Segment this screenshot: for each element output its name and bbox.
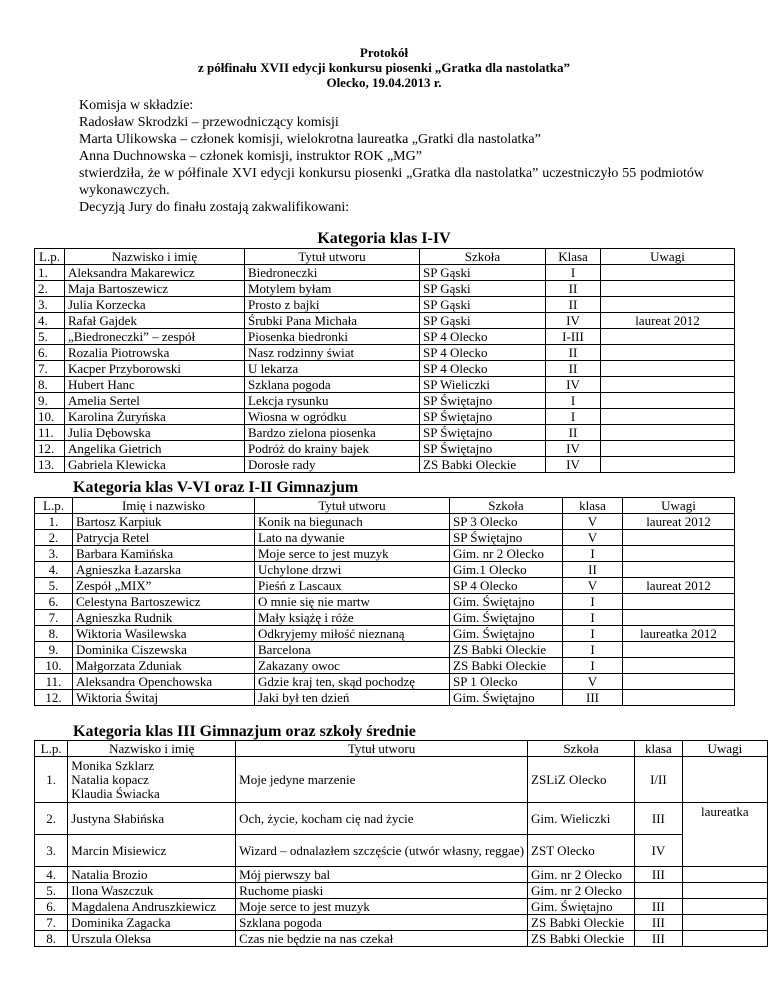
table-row bbox=[35, 345, 735, 361]
table-row bbox=[35, 514, 735, 530]
school-cell: SP Świętajno bbox=[420, 441, 546, 457]
name-cell: Rafał Gajdek bbox=[65, 313, 245, 329]
title-cell: Śrubki Pana Michała bbox=[245, 313, 420, 329]
table-row bbox=[35, 441, 735, 457]
table-row bbox=[35, 313, 735, 329]
title-cell: Biedroneczki bbox=[245, 265, 420, 281]
school-cell: SP Świętajno bbox=[420, 409, 546, 425]
lp-cell: 1. bbox=[35, 757, 68, 803]
note-cell bbox=[682, 867, 767, 883]
section3-title: Kategoria klas III Gimnazjum oraz szkoły średnie bbox=[73, 723, 416, 740]
lp-cell: 9. bbox=[35, 393, 65, 409]
title-cell: Szklana pogoda bbox=[236, 915, 528, 931]
note-cell bbox=[623, 658, 735, 674]
lp-cell: 2. bbox=[35, 281, 65, 297]
note-cell bbox=[623, 690, 735, 706]
column-header: klasa bbox=[635, 741, 683, 757]
column-header: L.p. bbox=[35, 498, 73, 514]
school-cell: SP 1 Olecko bbox=[450, 674, 563, 690]
section3-table bbox=[34, 740, 768, 947]
school-cell: SP Gąski bbox=[420, 297, 546, 313]
school-cell: SP Gąski bbox=[420, 265, 546, 281]
class-cell: II bbox=[546, 281, 601, 297]
lp-cell: 5. bbox=[35, 329, 65, 345]
class-cell: III bbox=[635, 899, 683, 915]
class-cell: III bbox=[635, 915, 683, 931]
document-title: Protokół bbox=[359, 45, 409, 60]
name-cell: Angelika Gietrich bbox=[65, 441, 245, 457]
name-cell: Amelia Sertel bbox=[65, 393, 245, 409]
title-cell: Czas nie będzie na nas czekał bbox=[236, 931, 528, 947]
title-cell: Lato na dywanie bbox=[255, 530, 450, 546]
title-cell: Bardzo zielona piosenka bbox=[245, 425, 420, 441]
class-cell: IV bbox=[546, 457, 601, 473]
name-cell: Aleksandra Openchowska bbox=[73, 674, 255, 690]
table-row bbox=[35, 803, 768, 835]
lp-cell: 12. bbox=[35, 441, 65, 457]
lp-cell: 7. bbox=[35, 361, 65, 377]
class-cell: I bbox=[546, 265, 601, 281]
note-cell bbox=[623, 594, 735, 610]
table-row bbox=[35, 409, 735, 425]
title-cell: Lekcja rysunku bbox=[245, 393, 420, 409]
name-line: Monika Szklarz bbox=[71, 757, 154, 773]
lp-cell: 4. bbox=[35, 867, 68, 883]
name-cell: Marcin Misiewicz bbox=[68, 835, 236, 867]
school-cell: SP 3 Olecko bbox=[450, 514, 563, 530]
class-cell: I bbox=[546, 409, 601, 425]
class-cell: I bbox=[563, 546, 623, 562]
lp-cell: 8. bbox=[35, 626, 73, 642]
lp-cell: 3. bbox=[35, 835, 68, 867]
lp-cell: 5. bbox=[35, 578, 73, 594]
table-row bbox=[35, 899, 768, 915]
lp-cell: 6. bbox=[35, 899, 68, 915]
lp-cell: 10. bbox=[35, 658, 73, 674]
lp-cell: 7. bbox=[35, 915, 68, 931]
intro-line: Marta Ulikowska – członek komisji, wielokrotna laureatka „Gratki dla nastolatka” bbox=[79, 132, 541, 147]
intro-line: Radosław Skrodzki – przewodniczący komisji bbox=[79, 115, 339, 130]
lp-cell: 11. bbox=[35, 674, 73, 690]
section2-title: Kategoria klas V-VI oraz I-II Gimnazjum bbox=[73, 479, 359, 496]
table-header-row bbox=[35, 741, 768, 757]
table-row bbox=[35, 642, 735, 658]
name-cell: Patrycja Retel bbox=[73, 530, 255, 546]
note-cell bbox=[601, 329, 735, 345]
note-cell bbox=[601, 361, 735, 377]
class-cell: II bbox=[563, 562, 623, 578]
class-cell: V bbox=[563, 674, 623, 690]
class-cell bbox=[635, 883, 683, 899]
class-cell: III bbox=[635, 931, 683, 947]
name-cell: Wiktoria Świtaj bbox=[73, 690, 255, 706]
class-cell: I-III bbox=[546, 329, 601, 345]
school-cell: SP Gąski bbox=[420, 313, 546, 329]
note-cell bbox=[623, 642, 735, 658]
note-cell: laureatka bbox=[682, 803, 767, 867]
title-cell: Motylem byłam bbox=[245, 281, 420, 297]
lp-cell: 3. bbox=[35, 546, 73, 562]
school-cell: Gim. nr 2 Olecko bbox=[450, 546, 563, 562]
column-header: Uwagi bbox=[601, 249, 735, 265]
school-cell: ZS Babki Oleckie bbox=[528, 931, 635, 947]
title-cell: Szklana pogoda bbox=[245, 377, 420, 393]
note-cell bbox=[623, 530, 735, 546]
note-cell bbox=[601, 409, 735, 425]
column-header: L.p. bbox=[35, 249, 65, 265]
class-cell: II bbox=[546, 345, 601, 361]
school-cell: Gim. nr 2 Olecko bbox=[528, 867, 635, 883]
school-cell: Gim. nr 2 Olecko bbox=[528, 883, 635, 899]
column-header: Uwagi bbox=[682, 741, 767, 757]
name-cell bbox=[68, 757, 236, 803]
section2-table bbox=[34, 497, 735, 706]
title-cell: Uchylone drzwi bbox=[255, 562, 450, 578]
note-cell bbox=[682, 757, 767, 803]
name-cell: Agnieszka Rudnik bbox=[73, 610, 255, 626]
column-header: L.p. bbox=[35, 741, 68, 757]
lp-cell: 2. bbox=[35, 530, 73, 546]
school-cell: ZST Olecko bbox=[528, 835, 635, 867]
title-cell: Gdzie kraj ten, skąd pochodzę bbox=[255, 674, 450, 690]
lp-cell: 1. bbox=[35, 514, 73, 530]
title-cell: Wizard – odnalazłem szczęście (utwór własny, reggae) bbox=[236, 835, 528, 867]
class-cell: IV bbox=[635, 835, 683, 867]
table-row bbox=[35, 377, 735, 393]
intro-line: Anna Duchnowska – członek komisji, instruktor ROK „MG” bbox=[79, 149, 422, 164]
school-cell: ZS Babki Oleckie bbox=[528, 915, 635, 931]
class-cell: IV bbox=[546, 313, 601, 329]
class-cell: I bbox=[563, 658, 623, 674]
column-header: Nazwisko i imię bbox=[65, 249, 245, 265]
class-cell: II bbox=[546, 297, 601, 313]
class-cell: I bbox=[563, 594, 623, 610]
note-cell bbox=[682, 899, 767, 915]
class-cell: I bbox=[546, 393, 601, 409]
title-cell: Wiosna w ogródku bbox=[245, 409, 420, 425]
name-cell: „Biedroneczki” – zespół bbox=[65, 329, 245, 345]
note-cell bbox=[682, 915, 767, 931]
title-cell: Pieśń z Lascaux bbox=[255, 578, 450, 594]
table-row bbox=[35, 562, 735, 578]
title-cell: Barcelona bbox=[255, 642, 450, 658]
note-cell bbox=[623, 610, 735, 626]
title-cell: U lekarza bbox=[245, 361, 420, 377]
name-line: Klaudia Świacka bbox=[71, 785, 160, 801]
column-header: Szkoła bbox=[528, 741, 635, 757]
school-cell: Gim.1 Olecko bbox=[450, 562, 563, 578]
school-cell: Gim. Świętajno bbox=[528, 899, 635, 915]
name-cell: Bartosz Karpiuk bbox=[73, 514, 255, 530]
lp-cell: 8. bbox=[35, 377, 65, 393]
school-cell: SP Świętajno bbox=[420, 425, 546, 441]
table-row bbox=[35, 393, 735, 409]
table-row bbox=[35, 329, 735, 345]
title-cell: Konik na biegunach bbox=[255, 514, 450, 530]
lp-cell: 8. bbox=[35, 931, 68, 947]
table-row bbox=[35, 425, 735, 441]
name-line: Natalia kopacz bbox=[71, 771, 149, 787]
name-cell: Natalia Brozio bbox=[68, 867, 236, 883]
section1-title: Kategoria klas I-IV bbox=[317, 230, 451, 247]
school-cell: SP Wieliczki bbox=[420, 377, 546, 393]
note-cell bbox=[601, 345, 735, 361]
name-cell: Justyna Słabińska bbox=[68, 803, 236, 835]
table-row bbox=[35, 931, 768, 947]
table-row bbox=[35, 457, 735, 473]
table-row bbox=[35, 546, 735, 562]
class-cell: I bbox=[563, 626, 623, 642]
title-cell: Nasz rodzinny świat bbox=[245, 345, 420, 361]
name-cell: Aleksandra Makarewicz bbox=[65, 265, 245, 281]
note-cell bbox=[601, 377, 735, 393]
table-row bbox=[35, 281, 735, 297]
title-cell: Piosenka biedronki bbox=[245, 329, 420, 345]
lp-cell: 5. bbox=[35, 883, 68, 899]
note-cell bbox=[601, 297, 735, 313]
school-cell: ZS Babki Oleckie bbox=[420, 457, 546, 473]
class-cell: III bbox=[635, 867, 683, 883]
school-cell: SP Świętajno bbox=[420, 393, 546, 409]
title-cell: Odkryjemy miłość nieznaną bbox=[255, 626, 450, 642]
school-cell: SP 4 Olecko bbox=[420, 329, 546, 345]
school-cell: Gim. Świętajno bbox=[450, 626, 563, 642]
note-cell bbox=[601, 281, 735, 297]
lp-cell: 12. bbox=[35, 690, 73, 706]
note-cell: laureat 2012 bbox=[601, 313, 735, 329]
name-cell: Gabriela Klewicka bbox=[65, 457, 245, 473]
class-cell: I/II bbox=[635, 757, 683, 803]
title-cell: Moje jedyne marzenie bbox=[236, 757, 528, 803]
title-cell: Jaki był ten dzień bbox=[255, 690, 450, 706]
table-row bbox=[35, 361, 735, 377]
school-cell: Gim. Świętajno bbox=[450, 690, 563, 706]
class-cell: III bbox=[563, 690, 623, 706]
name-cell: Karolina Żuryńska bbox=[65, 409, 245, 425]
lp-cell: 4. bbox=[35, 313, 65, 329]
lp-cell: 1. bbox=[35, 265, 65, 281]
title-cell: Mój pierwszy bal bbox=[236, 867, 528, 883]
school-cell: Gim. Świętajno bbox=[450, 594, 563, 610]
title-cell: Zakazany owoc bbox=[255, 658, 450, 674]
class-cell: III bbox=[635, 803, 683, 835]
table-row bbox=[35, 674, 735, 690]
column-header: Szkoła bbox=[450, 498, 563, 514]
class-cell: IV bbox=[546, 441, 601, 457]
class-cell: V bbox=[563, 530, 623, 546]
title-cell: Och, życie, kocham cię nad życie bbox=[236, 803, 528, 835]
school-cell: SP 4 Olecko bbox=[420, 345, 546, 361]
title-cell: Dorosłe rady bbox=[245, 457, 420, 473]
section1-table bbox=[34, 248, 735, 473]
school-cell: SP Gąski bbox=[420, 281, 546, 297]
note-cell bbox=[601, 441, 735, 457]
table-row bbox=[35, 594, 735, 610]
table-header-row bbox=[35, 498, 735, 514]
table-row bbox=[35, 626, 735, 642]
place-date: Olecko, 19.04.2013 r. bbox=[326, 75, 442, 90]
intro-line: stwierdziła, że w półfinale XVI edycji konkursu piosenki „Gratka dla nastolatka” uczestniczyło 55 podmiotów wykonawczych. bbox=[79, 166, 704, 198]
note-cell bbox=[601, 457, 735, 473]
lp-cell: 6. bbox=[35, 345, 65, 361]
name-cell: Małgorzata Zduniak bbox=[73, 658, 255, 674]
class-cell: II bbox=[546, 361, 601, 377]
name-cell: Urszula Oleksa bbox=[68, 931, 236, 947]
class-cell: IV bbox=[546, 377, 601, 393]
lp-cell: 6. bbox=[35, 594, 73, 610]
name-cell: Kacper Przyborowski bbox=[65, 361, 245, 377]
column-header: Tytuł utworu bbox=[245, 249, 420, 265]
name-cell: Wiktoria Wasilewska bbox=[73, 626, 255, 642]
note-cell bbox=[601, 265, 735, 281]
title-cell: Mały książę i róże bbox=[255, 610, 450, 626]
lp-cell: 2. bbox=[35, 803, 68, 835]
column-header: Klasa bbox=[546, 249, 601, 265]
column-header: klasa bbox=[563, 498, 623, 514]
column-header: Nazwisko i imię bbox=[68, 741, 236, 757]
school-cell: ZSLiZ Olecko bbox=[528, 757, 635, 803]
name-cell: Julia Dębowska bbox=[65, 425, 245, 441]
name-cell: Magdalena Andruszkiewicz bbox=[68, 899, 236, 915]
name-cell: Julia Korzecka bbox=[65, 297, 245, 313]
table-row bbox=[35, 867, 768, 883]
school-cell: SP 4 Olecko bbox=[420, 361, 546, 377]
table-header-row bbox=[35, 249, 735, 265]
school-cell: Gim. Świętajno bbox=[450, 610, 563, 626]
note-cell: laureat 2012 bbox=[623, 514, 735, 530]
class-cell: II bbox=[546, 425, 601, 441]
class-cell: I bbox=[563, 642, 623, 658]
lp-cell: 4. bbox=[35, 562, 73, 578]
column-header: Tytuł utworu bbox=[255, 498, 450, 514]
note-cell bbox=[623, 562, 735, 578]
column-header: Imię i nazwisko bbox=[73, 498, 255, 514]
table-row bbox=[35, 915, 768, 931]
intro-line: Decyzją Jury do finału zostają zakwalifikowani: bbox=[79, 200, 350, 215]
name-cell: Ilona Waszczuk bbox=[68, 883, 236, 899]
name-cell: Agnieszka Łazarska bbox=[73, 562, 255, 578]
note-cell bbox=[601, 425, 735, 441]
note-cell bbox=[682, 931, 767, 947]
name-cell: Maja Bartoszewicz bbox=[65, 281, 245, 297]
document-subtitle: z półfinału XVII edycji konkursu piosenki „Gratka dla nastolatka” bbox=[197, 60, 571, 75]
name-cell: Barbara Kamińska bbox=[73, 546, 255, 562]
lp-cell: 11. bbox=[35, 425, 65, 441]
table-row bbox=[35, 265, 735, 281]
lp-cell: 9. bbox=[35, 642, 73, 658]
name-cell: Dominika Zagacka bbox=[68, 915, 236, 931]
table-row bbox=[35, 835, 768, 867]
name-cell: Celestyna Bartoszewicz bbox=[73, 594, 255, 610]
table-row bbox=[35, 883, 768, 899]
table-row bbox=[35, 757, 768, 803]
title-cell: Prosto z bajki bbox=[245, 297, 420, 313]
title-cell: Ruchome piaski bbox=[236, 883, 528, 899]
note-cell bbox=[601, 393, 735, 409]
class-cell: V bbox=[563, 514, 623, 530]
note-cell: laureat 2012 bbox=[623, 578, 735, 594]
name-cell: Hubert Hanc bbox=[65, 377, 245, 393]
table-row bbox=[35, 578, 735, 594]
table-row bbox=[35, 658, 735, 674]
lp-cell: 10. bbox=[35, 409, 65, 425]
title-cell: Moje serce to jest muzyk bbox=[236, 899, 528, 915]
title-cell: Moje serce to jest muzyk bbox=[255, 546, 450, 562]
school-cell: ZS Babki Oleckie bbox=[450, 658, 563, 674]
column-header: Uwagi bbox=[623, 498, 735, 514]
note-cell bbox=[682, 883, 767, 899]
note-cell bbox=[623, 546, 735, 562]
intro-line: Komisja w składzie: bbox=[79, 98, 194, 113]
title-cell: O mnie się nie martw bbox=[255, 594, 450, 610]
intro-paragraph bbox=[79, 97, 704, 216]
lp-cell: 13. bbox=[35, 457, 65, 473]
school-cell: SP Świętajno bbox=[450, 530, 563, 546]
column-header: Tytuł utworu bbox=[236, 741, 528, 757]
table-row bbox=[35, 610, 735, 626]
title-cell: Podróż do krainy bajek bbox=[245, 441, 420, 457]
table-row bbox=[35, 297, 735, 313]
school-cell: ZS Babki Oleckie bbox=[450, 642, 563, 658]
name-cell: Zespół „MIX” bbox=[73, 578, 255, 594]
school-cell: SP 4 Olecko bbox=[450, 578, 563, 594]
lp-cell: 3. bbox=[35, 297, 65, 313]
column-header: Szkoła bbox=[420, 249, 546, 265]
note-cell: laureatka 2012 bbox=[623, 626, 735, 642]
note-cell bbox=[623, 674, 735, 690]
lp-cell: 7. bbox=[35, 610, 73, 626]
school-cell: Gim. Wieliczki bbox=[528, 803, 635, 835]
table-row bbox=[35, 530, 735, 546]
name-cell: Dominika Ciszewska bbox=[73, 642, 255, 658]
table-row bbox=[35, 690, 735, 706]
name-cell: Rozalia Piotrowska bbox=[65, 345, 245, 361]
class-cell: I bbox=[563, 610, 623, 626]
class-cell: V bbox=[563, 578, 623, 594]
